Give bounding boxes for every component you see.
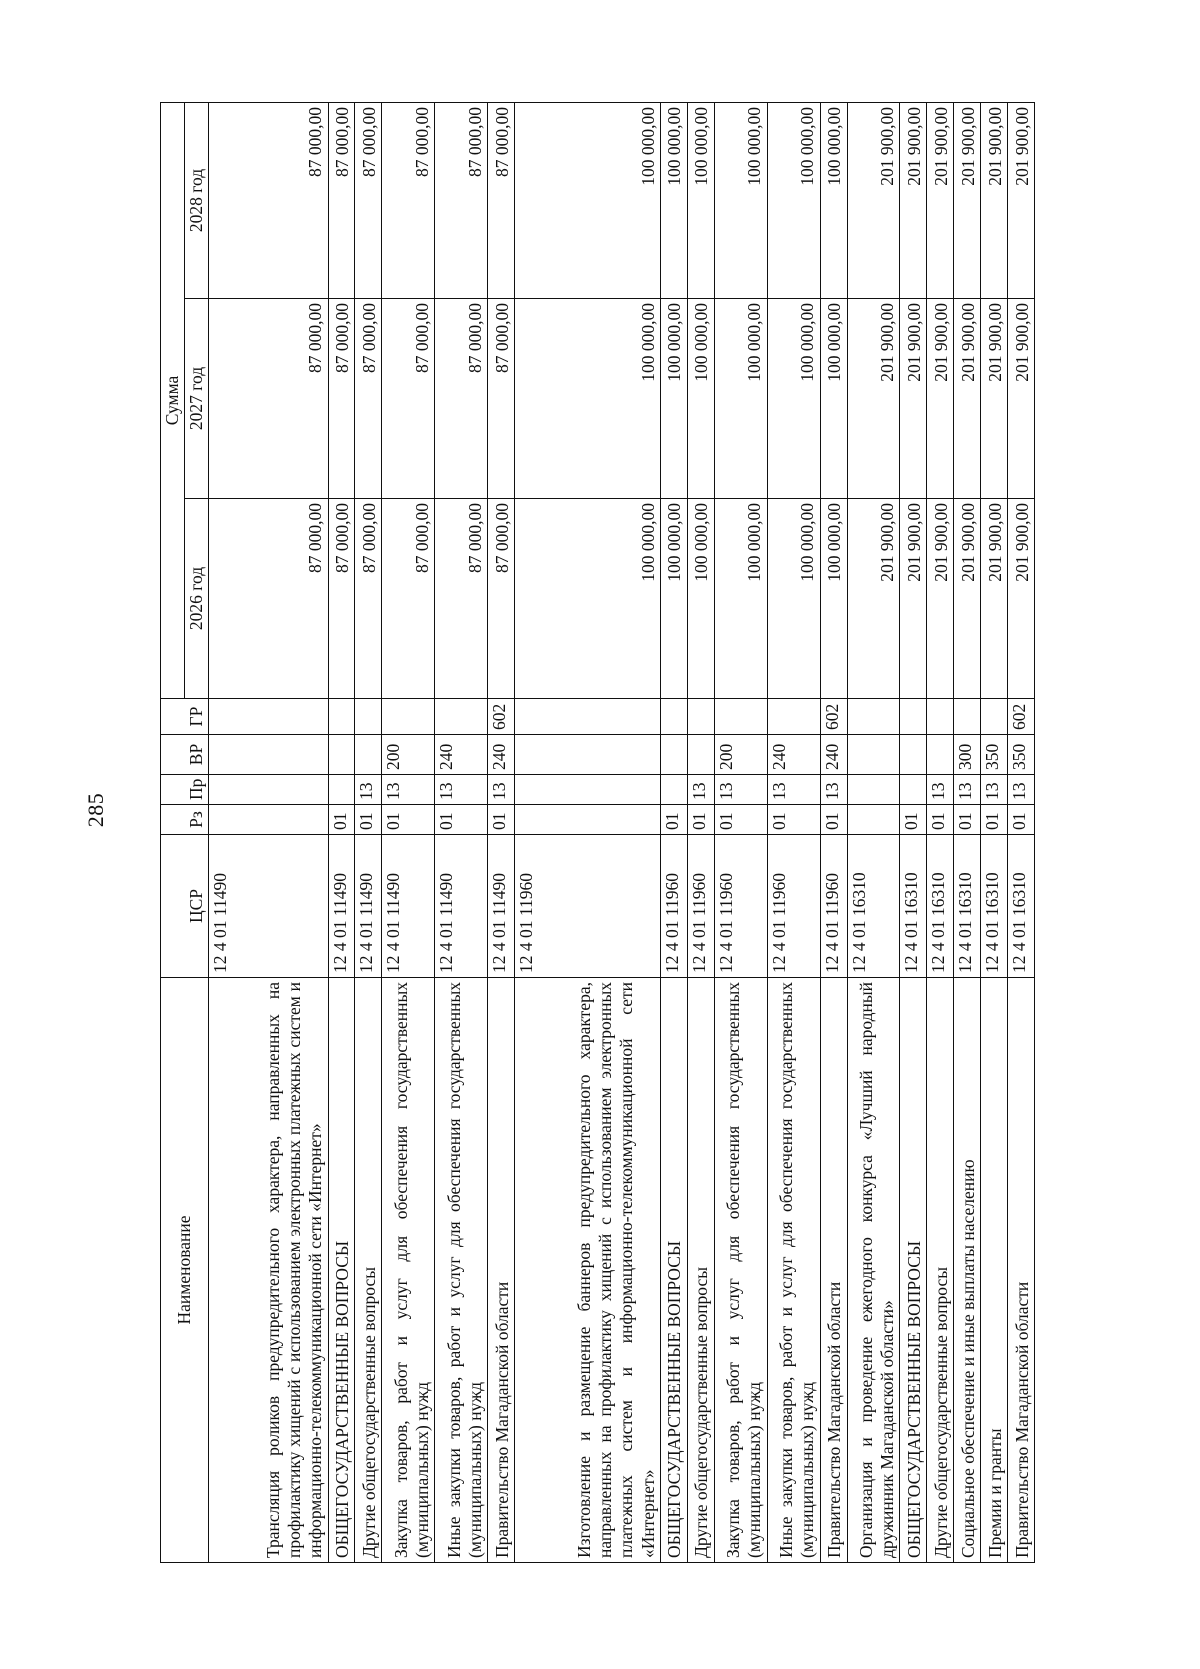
row-csr: 12 4 01 16310	[847, 835, 900, 978]
table-row	[328, 102, 355, 1562]
row-rz: 01	[954, 805, 981, 835]
row-gr	[355, 699, 382, 735]
row-csr: 12 4 01 16310	[954, 835, 981, 978]
row-amount-2028: 201 900,00	[847, 102, 900, 298]
table-row	[209, 102, 328, 1562]
row-rz: 01	[355, 805, 382, 835]
row-vr	[515, 735, 661, 775]
row-name: Правительство Магаданской области	[488, 978, 515, 1563]
row-name: Правительство Магаданской области	[1007, 978, 1034, 1563]
row-amount-2027: 100 000,00	[515, 299, 661, 499]
row-amount-2026: 100 000,00	[714, 499, 767, 699]
row-amount-2026: 100 000,00	[687, 499, 714, 699]
row-amount-2028: 201 900,00	[1007, 102, 1034, 298]
row-amount-2027: 201 900,00	[927, 299, 954, 499]
row-pr	[328, 775, 355, 805]
row-rz: 01	[435, 805, 488, 835]
row-amount-2027: 100 000,00	[714, 299, 767, 499]
row-csr: 12 4 01 11960	[660, 835, 687, 978]
row-amount-2026: 87 000,00	[435, 499, 488, 699]
row-amount-2026: 87 000,00	[328, 499, 355, 699]
row-csr: 12 4 01 11490	[435, 835, 488, 978]
row-amount-2028: 100 000,00	[687, 102, 714, 298]
row-vr	[355, 735, 382, 775]
row-amount-2027: 100 000,00	[820, 299, 847, 499]
row-pr: 13	[687, 775, 714, 805]
row-amount-2026: 201 900,00	[981, 499, 1008, 699]
table-row	[660, 102, 687, 1562]
row-csr: 12 4 01 11490	[382, 835, 435, 978]
row-csr: 12 4 01 16310	[900, 835, 927, 978]
row-csr: 12 4 01 11960	[714, 835, 767, 978]
row-rz: 01	[900, 805, 927, 835]
row-amount-2027: 201 900,00	[954, 299, 981, 499]
row-vr	[900, 735, 927, 775]
row-vr: 240	[488, 735, 515, 775]
row-rz: 01	[927, 805, 954, 835]
table-row	[382, 102, 435, 1562]
row-gr: 602	[488, 699, 515, 735]
row-name: ОБЩЕГОСУДАРСТВЕННЫЕ ВОПРОСЫ	[900, 978, 927, 1563]
row-csr: 12 4 01 16310	[1007, 835, 1034, 978]
row-vr	[209, 735, 328, 775]
row-amount-2028: 100 000,00	[714, 102, 767, 298]
row-name: Другие общегосударственные вопросы	[355, 978, 382, 1563]
table-row	[714, 102, 767, 1562]
row-pr: 13	[927, 775, 954, 805]
row-amount-2027: 87 000,00	[488, 299, 515, 499]
row-name: Иные закупки товаров, работ и услуг для обеспечения государственных (муниципальных) нужд	[767, 978, 820, 1563]
row-amount-2027: 100 000,00	[767, 299, 820, 499]
row-rz: 01	[488, 805, 515, 835]
table-body	[209, 102, 1035, 1562]
row-name: Закупка товаров, работ и услуг для обеспечения государственных (муниципальных) нужд	[714, 978, 767, 1563]
row-gr	[660, 699, 687, 735]
row-pr: 13	[820, 775, 847, 805]
row-gr	[515, 699, 661, 735]
row-csr: 12 4 01 11490	[209, 835, 328, 978]
row-rz: 01	[687, 805, 714, 835]
row-amount-2028: 201 900,00	[900, 102, 927, 298]
row-pr: 13	[355, 775, 382, 805]
row-amount-2027: 87 000,00	[209, 299, 328, 499]
row-csr: 12 4 01 16310	[981, 835, 1008, 978]
header-gr: ГР	[161, 699, 209, 735]
table-row	[981, 102, 1008, 1562]
table-row	[687, 102, 714, 1562]
row-vr	[927, 735, 954, 775]
row-amount-2027: 100 000,00	[660, 299, 687, 499]
row-rz	[515, 805, 661, 835]
row-amount-2026: 87 000,00	[382, 499, 435, 699]
row-csr: 12 4 01 11490	[488, 835, 515, 978]
row-pr: 13	[435, 775, 488, 805]
row-name: ОБЩЕГОСУДАРСТВЕННЫЕ ВОПРОСЫ	[660, 978, 687, 1563]
row-rz: 01	[820, 805, 847, 835]
row-gr	[981, 699, 1008, 735]
row-pr: 13	[981, 775, 1008, 805]
budget-table	[160, 102, 1035, 1563]
row-rz	[847, 805, 900, 835]
row-pr	[847, 775, 900, 805]
row-amount-2027: 201 900,00	[900, 299, 927, 499]
row-csr: 12 4 01 11490	[328, 835, 355, 978]
row-gr	[435, 699, 488, 735]
table-row	[900, 102, 927, 1562]
row-name: Премии и гранты	[981, 978, 1008, 1563]
header-vr: ВР	[161, 735, 209, 775]
table-row	[820, 102, 847, 1562]
row-vr	[687, 735, 714, 775]
row-pr: 13	[767, 775, 820, 805]
row-amount-2028: 87 000,00	[355, 102, 382, 298]
row-vr: 300	[954, 735, 981, 775]
table-row	[954, 102, 981, 1562]
header-year-2028: 2028 год	[185, 102, 209, 298]
row-amount-2027: 201 900,00	[981, 299, 1008, 499]
row-amount-2026: 100 000,00	[515, 499, 661, 699]
row-gr	[328, 699, 355, 735]
row-amount-2027: 87 000,00	[328, 299, 355, 499]
row-name: Закупка товаров, работ и услуг для обеспечения государственных (муниципальных) нужд	[382, 978, 435, 1563]
row-pr: 13	[382, 775, 435, 805]
row-gr	[900, 699, 927, 735]
row-vr	[847, 735, 900, 775]
row-name: Изготовление и размещение баннеров предупредительного характера, направленных на профилактику хищений с использованием электронных платежных систем и информационно-телекоммуникационной сети «Интернет»	[515, 978, 661, 1563]
row-rz: 01	[714, 805, 767, 835]
row-vr: 350	[1007, 735, 1034, 775]
row-gr	[927, 699, 954, 735]
row-amount-2026: 201 900,00	[900, 499, 927, 699]
row-pr	[209, 775, 328, 805]
row-vr	[328, 735, 355, 775]
table-row	[1007, 102, 1034, 1562]
row-name: Правительство Магаданской области	[820, 978, 847, 1563]
row-pr: 13	[954, 775, 981, 805]
header-year-2027: 2027 год	[185, 299, 209, 499]
row-name: Другие общегосударственные вопросы	[687, 978, 714, 1563]
row-amount-2028: 87 000,00	[435, 102, 488, 298]
row-name: Другие общегосударственные вопросы	[927, 978, 954, 1563]
row-name: Организация и проведение ежегодного конкурса «Лучший народный дружинник Магаданской области»	[847, 978, 900, 1563]
row-vr: 200	[714, 735, 767, 775]
row-amount-2028: 201 900,00	[981, 102, 1008, 298]
row-amount-2027: 100 000,00	[687, 299, 714, 499]
table-row	[355, 102, 382, 1562]
row-amount-2028: 87 000,00	[382, 102, 435, 298]
row-gr	[954, 699, 981, 735]
row-amount-2028: 100 000,00	[820, 102, 847, 298]
header-name: Наименование	[161, 978, 209, 1563]
row-amount-2026: 100 000,00	[820, 499, 847, 699]
row-gr	[714, 699, 767, 735]
row-name: Социальное обеспечение и иные выплаты населению	[954, 978, 981, 1563]
row-csr: 12 4 01 11490	[355, 835, 382, 978]
row-rz: 01	[328, 805, 355, 835]
row-amount-2028: 100 000,00	[660, 102, 687, 298]
row-rz: 01	[1007, 805, 1034, 835]
row-amount-2028: 100 000,00	[515, 102, 661, 298]
row-csr: 12 4 01 11960	[767, 835, 820, 978]
row-rz: 01	[382, 805, 435, 835]
row-vr	[660, 735, 687, 775]
rotated-table-container	[160, 103, 1035, 1563]
row-rz: 01	[767, 805, 820, 835]
table-row	[767, 102, 820, 1562]
row-vr: 350	[981, 735, 1008, 775]
row-amount-2027: 201 900,00	[1007, 299, 1034, 499]
row-amount-2028: 87 000,00	[328, 102, 355, 298]
table-row	[488, 102, 515, 1562]
row-amount-2026: 87 000,00	[209, 499, 328, 699]
row-vr: 240	[820, 735, 847, 775]
header-pr: Пр	[161, 775, 209, 805]
header-year-2026: 2026 год	[185, 499, 209, 699]
row-amount-2028: 100 000,00	[767, 102, 820, 298]
row-amount-2027: 87 000,00	[435, 299, 488, 499]
row-amount-2026: 201 900,00	[1007, 499, 1034, 699]
row-pr	[900, 775, 927, 805]
header-rz: Рз	[161, 805, 209, 835]
row-amount-2027: 201 900,00	[847, 299, 900, 499]
row-gr	[847, 699, 900, 735]
row-gr	[687, 699, 714, 735]
row-amount-2026: 201 900,00	[954, 499, 981, 699]
row-pr	[660, 775, 687, 805]
row-name: ОБЩЕГОСУДАРСТВЕННЫЕ ВОПРОСЫ	[328, 978, 355, 1563]
row-gr	[209, 699, 328, 735]
row-vr: 240	[435, 735, 488, 775]
row-amount-2027: 87 000,00	[355, 299, 382, 499]
row-csr: 12 4 01 11960	[820, 835, 847, 978]
row-gr: 602	[820, 699, 847, 735]
table-row	[847, 102, 900, 1562]
row-amount-2026: 100 000,00	[767, 499, 820, 699]
row-gr: 602	[1007, 699, 1034, 735]
row-amount-2028: 87 000,00	[488, 102, 515, 298]
row-name: Трансляция роликов предупредительного характера, направленных на профилактику хищений с использованием электронных платежных систем и информационно-телекоммуникационной сети «Интернет»	[209, 978, 328, 1563]
row-amount-2028: 201 900,00	[954, 102, 981, 298]
row-vr: 240	[767, 735, 820, 775]
row-csr: 12 4 01 11960	[515, 835, 661, 978]
row-pr: 13	[714, 775, 767, 805]
row-amount-2026: 100 000,00	[660, 499, 687, 699]
row-amount-2028: 201 900,00	[927, 102, 954, 298]
header-summa: Сумма	[161, 102, 185, 698]
row-amount-2026: 87 000,00	[355, 499, 382, 699]
row-pr	[515, 775, 661, 805]
row-rz	[209, 805, 328, 835]
table-row	[515, 102, 661, 1562]
row-vr: 200	[382, 735, 435, 775]
row-name: Иные закупки товаров, работ и услуг для обеспечения государственных (муниципальных) нужд	[435, 978, 488, 1563]
table-row	[927, 102, 954, 1562]
row-amount-2028: 87 000,00	[209, 102, 328, 298]
row-gr	[382, 699, 435, 735]
page-number: 285	[83, 792, 108, 828]
row-amount-2026: 87 000,00	[488, 499, 515, 699]
row-gr	[767, 699, 820, 735]
row-csr: 12 4 01 11960	[687, 835, 714, 978]
row-pr: 13	[1007, 775, 1034, 805]
row-rz: 01	[981, 805, 1008, 835]
row-pr: 13	[488, 775, 515, 805]
row-rz: 01	[660, 805, 687, 835]
row-amount-2027: 87 000,00	[382, 299, 435, 499]
row-amount-2026: 201 900,00	[927, 499, 954, 699]
row-csr: 12 4 01 16310	[927, 835, 954, 978]
row-amount-2026: 201 900,00	[847, 499, 900, 699]
header-csr: ЦСР	[161, 835, 209, 978]
table-row	[435, 102, 488, 1562]
